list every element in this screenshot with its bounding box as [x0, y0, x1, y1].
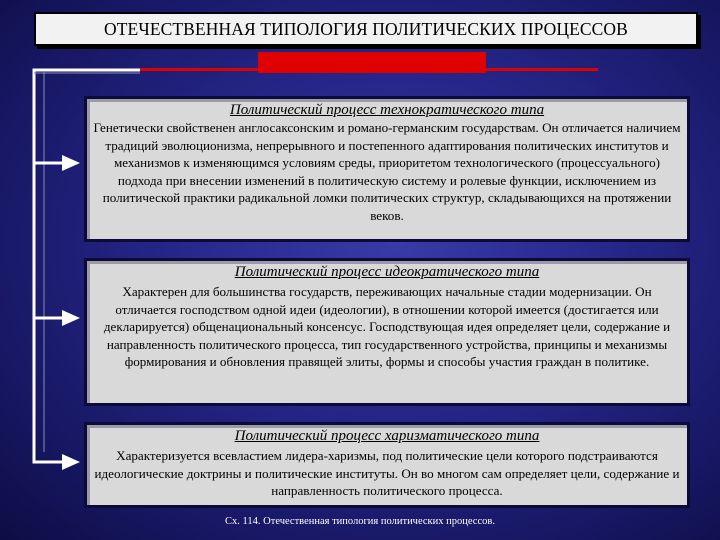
box-heading: Политический процесс идеократического типа [234, 264, 540, 280]
technocratic-type-box [84, 96, 690, 242]
charismatic-type-box [84, 422, 690, 508]
ideocratic-type-box [84, 258, 690, 406]
box-text: Характеризуется всевластием лидера-харизмы, под политические цели которого подстраиваются идеологические доктрины и политические институты. Он во многом сам определяет цели, содержание и направленность политического процесса. [94, 448, 680, 498]
arrow-to-box-2 [34, 310, 80, 326]
box-heading: Политический процесс харизматического типа [234, 428, 540, 444]
box-text: Характерен для большинства государств, переживающих начальные стадии модернизации. Он отличается господством одной идеи (идеологии), в отношении которой имеется (достигается или декларируется) общенациональный консенсус. Господствующая идея определяет цели, содержание и направленность политического процесса, тип государственного устройства, принципы и механизмы формирования и обновления правящей элиты, формы и способы участия граждан в политике. [103, 284, 671, 369]
figure-caption: Сх. 114. Отечественная типология политических процессов. [225, 516, 495, 527]
box-heading: Политический процесс технократического типа [229, 102, 545, 118]
page-title: ОТЕЧЕСТВЕННАЯ ТИПОЛОГИЯ ПОЛИТИЧЕСКИХ ПРОЦЕССОВ [104, 18, 628, 39]
arrow-to-box-3 [34, 454, 80, 470]
arrow-to-box-1 [34, 155, 80, 171]
box-text: Генетически свойственен англосаксонским и романо-германским государствам. Он отличается наличием традиций эволюционизма, непрерывного и постепенного адаптирования политических институтов и механизмов к изменяющимся условиям среды, приоритетом технологического (процессуального) подхода при внесении изменений в политическую систему и ролевые функции, исключением из политической практики радикальной ломки политических структур, складывающихся на протяжении веков. [93, 120, 681, 223]
